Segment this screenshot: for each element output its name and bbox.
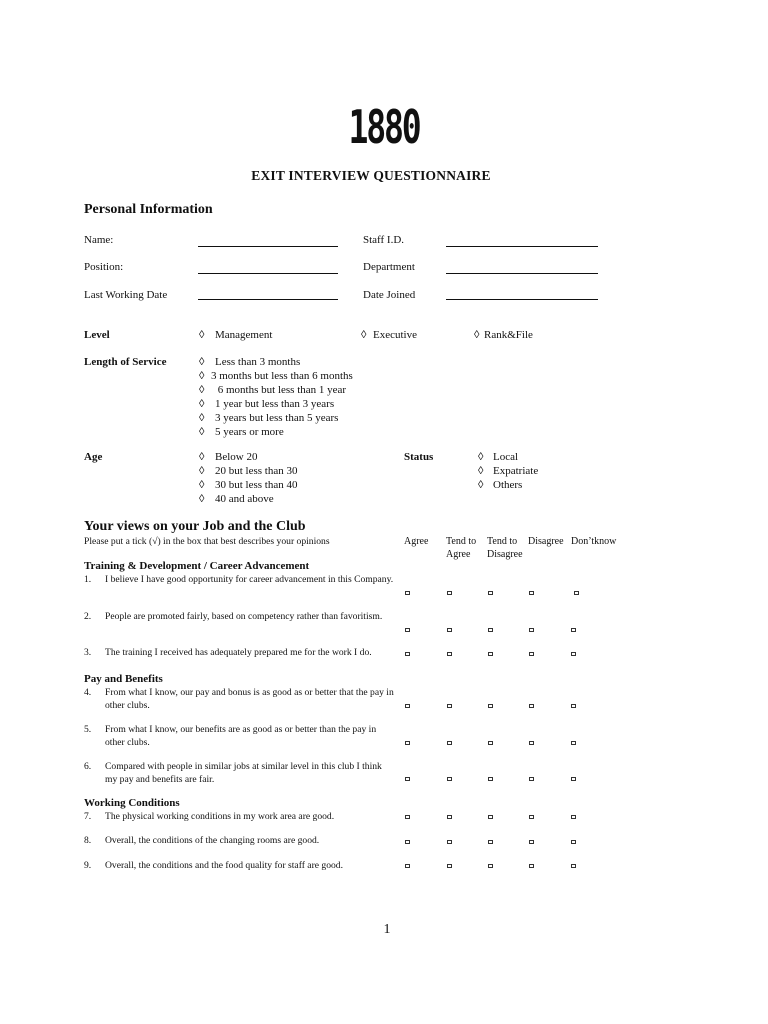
last-working-date-label: Last Working Date	[84, 289, 168, 301]
diamond-icon: ◊	[199, 479, 205, 491]
checkbox-q8-tend-to-agree[interactable]	[447, 840, 452, 844]
checkbox-q1-disagree[interactable]	[529, 591, 534, 595]
name-label: Name:	[84, 234, 114, 246]
column-header-agree: Agree	[404, 536, 429, 547]
document-title: EXIT INTERVIEW QUESTIONNAIRE	[251, 168, 491, 183]
status-option-others[interactable]: ◊ Others	[478, 479, 523, 491]
checkbox-q7-tend-to-agree[interactable]	[447, 815, 452, 819]
date-joined-label: Date Joined	[363, 289, 416, 301]
status-option-expatriate[interactable]: ◊ Expatriate	[478, 465, 539, 477]
diamond-icon: ◊	[478, 451, 484, 463]
last-working-date-field-line[interactable]	[198, 299, 338, 300]
checkbox-q8-disagree[interactable]	[529, 840, 534, 844]
checkbox-q9-dont-know[interactable]	[571, 864, 576, 868]
length-of-service-label: Length of Service	[84, 356, 167, 368]
checkbox-q7-disagree[interactable]	[529, 815, 534, 819]
column-header-tend-to-disagree: Tend to Disagree	[487, 536, 523, 560]
checkbox-q9-tend-to-disagree[interactable]	[488, 864, 493, 868]
age-option-4[interactable]: ◊ 40 and above	[199, 493, 274, 505]
column-header-tend-to-agree: Tend to Agree	[446, 536, 477, 560]
service-option-5[interactable]: ◊ 3 years but less than 5 years	[199, 412, 339, 424]
diamond-icon: ◊	[199, 493, 205, 505]
diamond-icon: ◊	[361, 329, 367, 341]
diamond-icon: ◊	[199, 370, 205, 382]
checkbox-q5-agree[interactable]	[405, 741, 410, 745]
department-field-line[interactable]	[446, 273, 598, 274]
status-label: Status	[404, 451, 434, 463]
checkbox-q7-dont-know[interactable]	[571, 815, 576, 819]
checkbox-q2-disagree[interactable]	[529, 628, 534, 632]
name-field-line[interactable]	[198, 246, 338, 247]
service-option-4[interactable]: ◊ 1 year but less than 3 years	[199, 398, 335, 410]
checkbox-q3-dont-know[interactable]	[571, 652, 576, 656]
checkbox-q6-disagree[interactable]	[529, 777, 534, 781]
checkbox-q2-agree[interactable]	[405, 628, 410, 632]
checkbox-q9-tend-to-agree[interactable]	[447, 864, 452, 868]
column-header-dont-know: Don’tknow	[571, 536, 617, 547]
diamond-icon: ◊	[199, 398, 205, 410]
status-option-local[interactable]: ◊ Local	[478, 451, 519, 463]
checkbox-q5-tend-to-agree[interactable]	[447, 741, 452, 745]
checkbox-q8-dont-know[interactable]	[571, 840, 576, 844]
diamond-icon: ◊	[199, 412, 205, 424]
checkbox-q5-disagree[interactable]	[529, 741, 534, 745]
page-number: 1	[383, 922, 391, 937]
views-heading: Your views on your Job and the Club	[84, 519, 306, 534]
checkbox-q1-tend-to-disagree[interactable]	[488, 591, 493, 595]
age-option-1[interactable]: ◊ Below 20	[199, 451, 258, 463]
diamond-icon: ◊	[199, 384, 205, 396]
column-header-disagree: Disagree	[528, 536, 564, 547]
checkbox-q1-tend-to-agree[interactable]	[447, 591, 452, 595]
service-option-1[interactable]: ◊ Less than 3 months	[199, 356, 301, 368]
diamond-icon: ◊	[199, 451, 205, 463]
checkbox-q7-tend-to-disagree[interactable]	[488, 815, 493, 819]
checkbox-q3-agree[interactable]	[405, 652, 410, 656]
diamond-icon: ◊	[199, 356, 205, 368]
checkbox-q1-agree[interactable]	[405, 591, 410, 595]
checkbox-q8-agree[interactable]	[405, 840, 410, 844]
checkbox-q4-tend-to-disagree[interactable]	[488, 704, 493, 708]
staff-id-field-line[interactable]	[446, 246, 598, 247]
checkbox-q3-tend-to-disagree[interactable]	[488, 652, 493, 656]
level-option-executive[interactable]: ◊ Executive	[361, 329, 417, 341]
checkbox-q9-disagree[interactable]	[529, 864, 534, 868]
checkbox-q4-agree[interactable]	[405, 704, 410, 708]
views-instruction: Please put a tick (√) in the box that best describes your opinions	[84, 536, 330, 547]
level-option-rankfile[interactable]: ◊ Rank&File	[474, 329, 533, 341]
checkbox-q5-dont-know[interactable]	[571, 741, 576, 745]
diamond-icon: ◊	[474, 329, 480, 341]
checkbox-q8-tend-to-disagree[interactable]	[488, 840, 493, 844]
checkbox-q5-tend-to-disagree[interactable]	[488, 741, 493, 745]
section-title-training: Training & Development / Career Advancement	[84, 560, 310, 572]
service-option-3[interactable]: ◊ 6 months but less than 1 year	[199, 384, 347, 396]
checkbox-q3-disagree[interactable]	[529, 652, 534, 656]
service-option-2[interactable]: ◊ 3 months but less than 6 months	[199, 370, 353, 382]
level-option-management[interactable]: ◊ Management	[199, 329, 273, 341]
diamond-icon: ◊	[478, 465, 484, 477]
checkbox-q4-tend-to-agree[interactable]	[447, 704, 452, 708]
diamond-icon: ◊	[199, 465, 205, 477]
checkbox-q2-dont-know[interactable]	[571, 628, 576, 632]
checkbox-q6-tend-to-agree[interactable]	[447, 777, 452, 781]
section-title-working-conditions: Working Conditions	[84, 797, 180, 809]
checkbox-q4-dont-know[interactable]	[571, 704, 576, 708]
checkbox-q2-tend-to-disagree[interactable]	[488, 628, 493, 632]
position-field-line[interactable]	[198, 273, 338, 274]
age-option-2[interactable]: ◊ 20 but less than 30	[199, 465, 298, 477]
staff-id-label: Staff I.D.	[363, 234, 405, 246]
club-logo: 1880	[348, 100, 420, 154]
section-title-pay: Pay and Benefits	[84, 673, 163, 685]
department-label: Department	[363, 261, 415, 273]
personal-info-heading: Personal Information	[84, 202, 213, 217]
checkbox-q3-tend-to-agree[interactable]	[447, 652, 452, 656]
checkbox-q6-tend-to-disagree[interactable]	[488, 777, 493, 781]
checkbox-q1-dont-know[interactable]	[574, 591, 579, 595]
diamond-icon: ◊	[199, 329, 205, 341]
service-option-6[interactable]: ◊ 5 years or more	[199, 426, 284, 438]
diamond-icon: ◊	[199, 426, 205, 438]
level-label: Level	[84, 329, 110, 341]
date-joined-field-line[interactable]	[446, 299, 598, 300]
checkbox-q7-agree[interactable]	[405, 815, 410, 819]
checkbox-q6-agree[interactable]	[405, 777, 410, 781]
age-option-3[interactable]: ◊ 30 but less than 40	[199, 479, 298, 491]
checkbox-q4-disagree[interactable]	[529, 704, 534, 708]
position-label: Position:	[84, 261, 124, 273]
checkbox-q6-dont-know[interactable]	[571, 777, 576, 781]
checkbox-q2-tend-to-agree[interactable]	[447, 628, 452, 632]
checkbox-q9-agree[interactable]	[405, 864, 410, 868]
age-label: Age	[84, 451, 103, 463]
diamond-icon: ◊	[478, 479, 484, 491]
